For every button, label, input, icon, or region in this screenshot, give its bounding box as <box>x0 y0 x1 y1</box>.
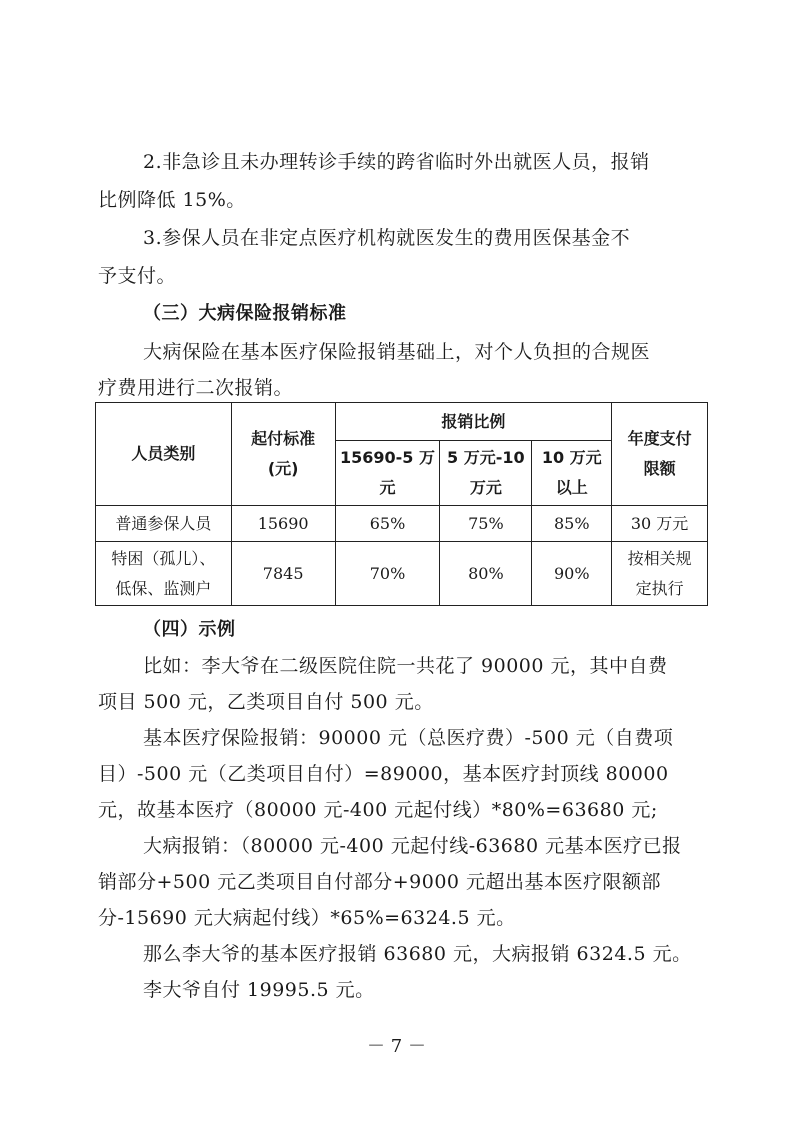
cell-ratio-2: 75% <box>440 506 532 542</box>
cell-limit: 按相关规 定执行 <box>612 542 708 606</box>
text-line: 销部分+500 元乙类项目自付部分+9000 元超出基本医疗限额部 <box>98 871 662 893</box>
text-line: 基本医疗保险报销：90000 元（总医疗费）-500 元（自费项 <box>143 727 674 749</box>
header-category: 人员类别 <box>96 403 232 506</box>
text-line: 予支付。 <box>98 265 177 287</box>
cell-threshold: 15690 <box>231 506 335 542</box>
cell-ratio-3: 85% <box>532 506 612 542</box>
text-line: 大病保险在基本医疗保险报销基础上，对个人负担的合规医 <box>143 341 651 363</box>
header-range-1: 15690-5 万 元 <box>335 441 440 506</box>
header-ratio: 报销比例 <box>335 403 612 441</box>
table-row <box>96 542 708 606</box>
text-line: 目）-500 元（乙类项目自付）=89000，基本医疗封顶线 80000 <box>98 763 669 785</box>
text-line: 大病报销：（80000 元-400 元起付线-63680 元基本医疗已报 <box>143 835 682 857</box>
header-limit: 年度支付 限额 <box>612 403 708 506</box>
cell-ratio-2: 80% <box>440 542 532 606</box>
text-line: 项目 500 元，乙类项目自付 500 元。 <box>98 691 434 713</box>
cell-ratio-1: 70% <box>335 542 440 606</box>
example-self-pay: 李大爷自付 19995.5 元。 <box>143 979 375 1001</box>
text-line: 元，故基本医疗（80000 元-400 元起付线）*80%=63680 元; <box>98 799 658 821</box>
example-summary: 那么李大爷的基本医疗报销 63680 元，大病报销 6324.5 元。 <box>143 943 692 965</box>
header-threshold: 起付标准 (元) <box>231 403 335 506</box>
section-heading-4: （四）示例 <box>143 619 236 640</box>
text-line: 2.非急诊且未办理转诊手续的跨省临时外出就医人员，报销 <box>143 151 650 173</box>
page-number: － 7 － <box>367 1036 426 1057</box>
text-line: 分-15690 元大病起付线）*65%=6324.5 元。 <box>98 907 516 929</box>
text-line: 疗费用进行二次报销。 <box>98 377 294 399</box>
cell-threshold: 7845 <box>231 542 335 606</box>
table-row <box>96 506 708 542</box>
section-heading-3: （三）大病保险报销标准 <box>143 303 347 324</box>
cell-category: 普通参保人员 <box>96 506 232 542</box>
text-line: 比例降低 15%。 <box>98 189 246 211</box>
header-range-2: 5 万元-10 万元 <box>440 441 532 506</box>
cell-ratio-3: 90% <box>532 542 612 606</box>
text-line: 3.参保人员在非定点医疗机构就医发生的费用医保基金不 <box>143 227 631 249</box>
header-range-3: 10 万元 以上 <box>532 441 612 506</box>
reimbursement-table <box>95 402 708 606</box>
cell-category: 特困（孤儿）、 低保、监测户 <box>96 542 232 606</box>
cell-limit: 30 万元 <box>612 506 708 542</box>
text-line: 比如：李大爷在二级医院住院一共花了 90000 元，其中自费 <box>143 655 668 677</box>
cell-ratio-1: 65% <box>335 506 440 542</box>
